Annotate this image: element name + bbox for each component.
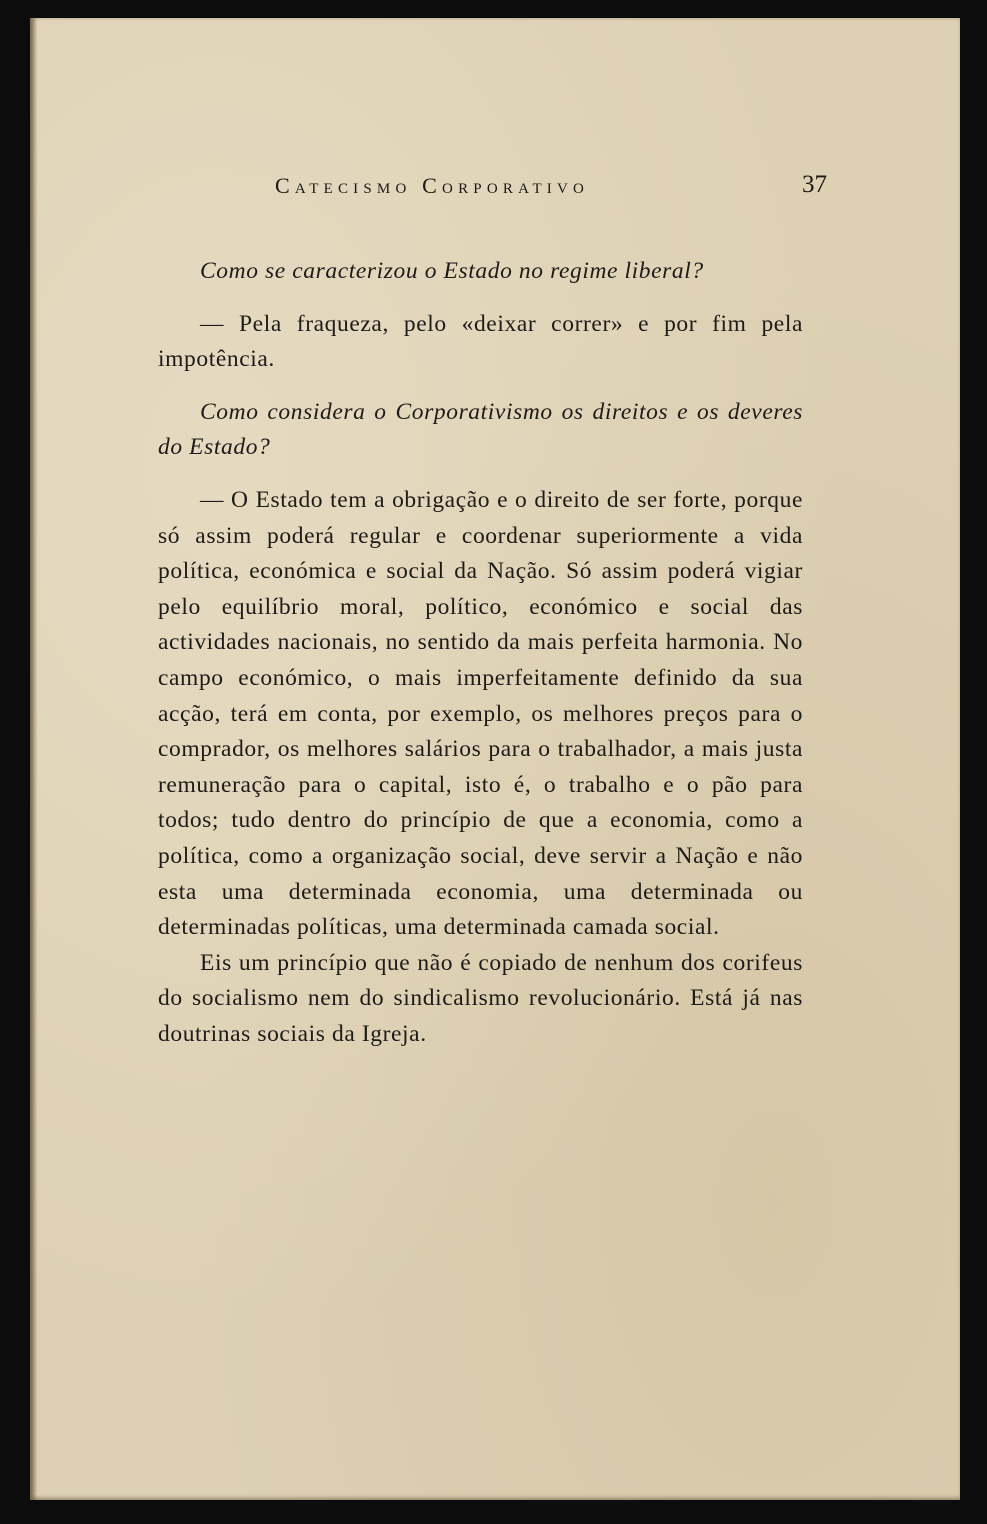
running-head-title: Catecismo Corporativo bbox=[275, 173, 590, 198]
page-number: 37 bbox=[802, 171, 827, 198]
book-page bbox=[30, 18, 960, 1500]
body-text bbox=[158, 254, 803, 1052]
question-paragraph: Como considera o Corporativismo os direitos e os deveres do Estado? bbox=[158, 398, 803, 461]
answer-paragraph: — O Estado tem a obrigação e o direito de ser forte, porque só assim poderá regular e coordenar superiormente a vida política, económica e social da Nação. Só assim poderá vigiar pelo equilíbrio moral, político, económico e social das actividades nacionais, no sentido da mais perfeita harmonia. No campo económico, o mais imperfeitamente definido da sua acção, terá em conta, por exemplo, os melhores preços para o comprador, os melhores salários para o trabalhador, a mais justa remuneração para o capital, isto é, o trabalho e o pão para todos; tudo dentro do princípio de que a economia, como a política, como a organização social, deve servir a Nação e não esta uma determinada economia, uma determinada ou determinadas políticas, uma determinada camada social. bbox=[158, 486, 803, 941]
answer-paragraph: Eis um princípio que não é copiado de nenhum dos corifeus do socialismo nem do sindicalismo revolucionário. Está já nas doutrinas sociais da Igreja. bbox=[158, 949, 803, 1047]
page-edge-stain bbox=[30, 18, 38, 1500]
question-paragraph: Como se caracterizou o Estado no regime liberal? bbox=[200, 258, 704, 284]
answer-paragraph: — Pela fraqueza, pelo «deixar correr» e por fim pela impotência. bbox=[158, 310, 803, 373]
running-head bbox=[275, 173, 835, 209]
